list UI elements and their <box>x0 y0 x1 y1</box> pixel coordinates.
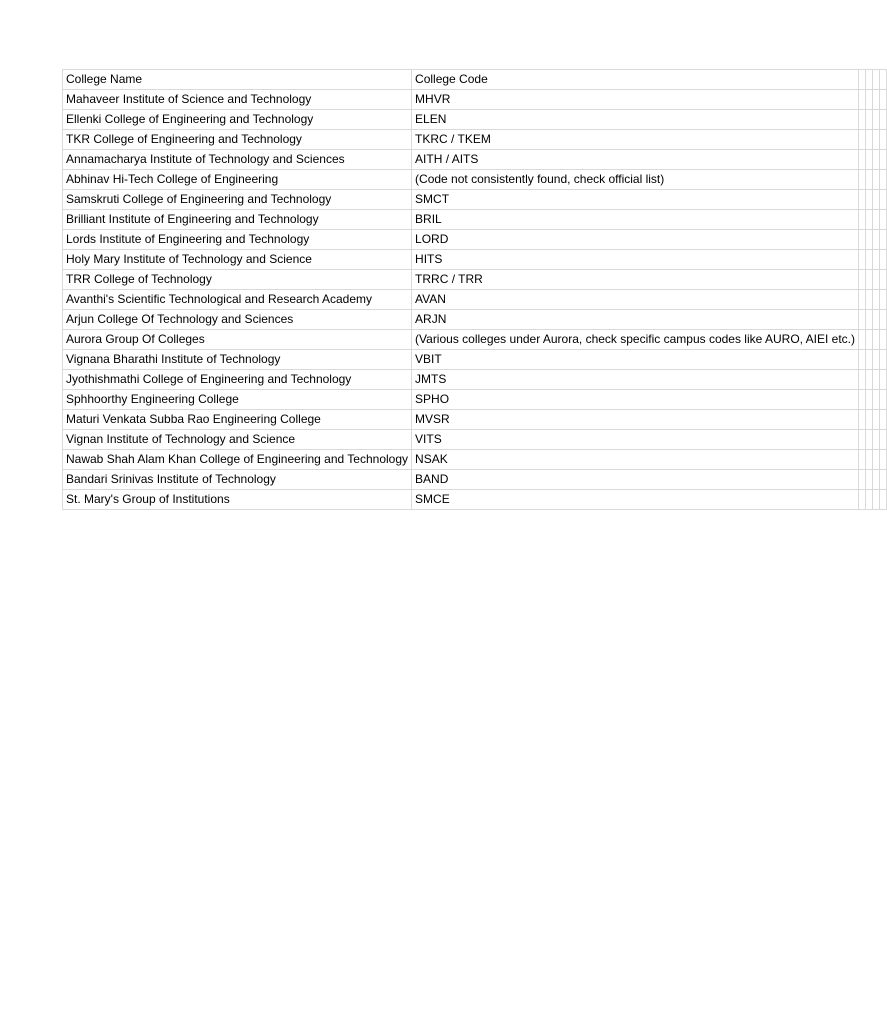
empty-cell[interactable] <box>866 410 873 430</box>
empty-cell[interactable] <box>866 70 873 90</box>
table-row <box>63 210 887 230</box>
college-name-cell[interactable]: Nawab Shah Alam Khan College of Engineering and Technology <box>63 450 412 470</box>
empty-cell[interactable] <box>880 110 887 130</box>
college-code-cell[interactable]: HITS <box>412 250 859 270</box>
college-name-cell[interactable]: TKR College of Engineering and Technology <box>63 130 412 150</box>
empty-cell[interactable] <box>859 450 866 470</box>
empty-cell[interactable] <box>866 190 873 210</box>
college-name-cell[interactable]: Holy Mary Institute of Technology and Science <box>63 250 412 270</box>
empty-cell[interactable] <box>859 170 866 190</box>
empty-cell[interactable] <box>880 350 887 370</box>
empty-cell[interactable] <box>873 70 880 90</box>
header-row <box>63 70 887 90</box>
empty-cell[interactable] <box>873 230 880 250</box>
college-name-cell[interactable]: TRR College of Technology <box>63 270 412 290</box>
spreadsheet-body <box>63 70 887 510</box>
empty-cell[interactable] <box>873 410 880 430</box>
college-code-cell[interactable]: SPHO <box>412 390 859 410</box>
college-name-cell[interactable]: Bandari Srinivas Institute of Technology <box>63 470 412 490</box>
empty-cell[interactable] <box>859 110 866 130</box>
empty-cell[interactable] <box>859 90 866 110</box>
college-name-cell[interactable]: Mahaveer Institute of Science and Technology <box>63 90 412 110</box>
college-code-header-cell[interactable]: College Code <box>412 70 859 90</box>
empty-cell[interactable] <box>859 250 866 270</box>
empty-cell[interactable] <box>880 370 887 390</box>
empty-cell[interactable] <box>880 470 887 490</box>
empty-cell[interactable] <box>859 290 866 310</box>
empty-cell[interactable] <box>880 450 887 470</box>
empty-cell[interactable] <box>880 190 887 210</box>
table-row <box>63 150 887 170</box>
college-code-cell[interactable]: ARJN <box>412 310 859 330</box>
college-name-cell[interactable]: Abhinav Hi-Tech College of Engineering <box>63 170 412 190</box>
empty-cell[interactable] <box>873 490 880 510</box>
empty-cell[interactable] <box>859 330 866 350</box>
table-row <box>63 390 887 410</box>
empty-cell[interactable] <box>866 470 873 490</box>
table-row <box>63 310 887 330</box>
college-code-cell[interactable]: ELEN <box>412 110 859 130</box>
college-code-cell[interactable]: SMCE <box>412 490 859 510</box>
empty-cell[interactable] <box>859 370 866 390</box>
empty-cell[interactable] <box>880 270 887 290</box>
empty-cell[interactable] <box>880 130 887 150</box>
empty-cell[interactable] <box>880 290 887 310</box>
empty-cell[interactable] <box>873 450 880 470</box>
college-code-cell[interactable] <box>412 330 859 350</box>
college-name-cell[interactable]: Ellenki College of Engineering and Technology <box>63 110 412 130</box>
empty-cell[interactable] <box>866 290 873 310</box>
table-row <box>63 410 887 430</box>
table-row <box>63 370 887 390</box>
empty-cell[interactable] <box>880 490 887 510</box>
table-row <box>63 330 887 350</box>
empty-cell[interactable] <box>880 90 887 110</box>
table-row <box>63 270 887 290</box>
empty-cell[interactable] <box>873 290 880 310</box>
table-row <box>63 450 887 470</box>
college-code-cell[interactable]: VITS <box>412 430 859 450</box>
table-row <box>63 110 887 130</box>
empty-cell[interactable] <box>880 330 887 350</box>
college-code-cell[interactable] <box>412 170 859 190</box>
empty-cell[interactable] <box>873 150 880 170</box>
college-name-cell[interactable]: Lords Institute of Engineering and Technology <box>63 230 412 250</box>
empty-cell[interactable] <box>866 330 873 350</box>
empty-cell[interactable] <box>880 170 887 190</box>
empty-cell[interactable] <box>866 230 873 250</box>
spreadsheet-grid <box>62 69 887 510</box>
college-name-cell[interactable]: Brilliant Institute of Engineering and Technology <box>63 210 412 230</box>
college-code-cell[interactable]: VBIT <box>412 350 859 370</box>
college-code-cell[interactable]: TRRC / TRR <box>412 270 859 290</box>
college-code-cell[interactable]: AVAN <box>412 290 859 310</box>
college-name-cell[interactable]: Annamacharya Institute of Technology and Sciences <box>63 150 412 170</box>
empty-cell[interactable] <box>873 210 880 230</box>
empty-cell[interactable] <box>859 70 866 90</box>
college-code-cell[interactable]: TKRC / TKEM <box>412 130 859 150</box>
table-row <box>63 430 887 450</box>
college-name-cell[interactable]: Sphhoorthy Engineering College <box>63 390 412 410</box>
empty-cell[interactable] <box>859 310 866 330</box>
table-row <box>63 350 887 370</box>
empty-cell[interactable] <box>873 390 880 410</box>
empty-cell[interactable] <box>866 210 873 230</box>
empty-cell[interactable] <box>866 90 873 110</box>
empty-cell[interactable] <box>859 410 866 430</box>
college-code-cell[interactable]: SMCT <box>412 190 859 210</box>
empty-cell[interactable] <box>866 250 873 270</box>
table-row <box>63 230 887 250</box>
college-name-header-cell[interactable]: College Name <box>63 70 412 90</box>
empty-cell[interactable] <box>880 410 887 430</box>
college-name-cell[interactable]: Maturi Venkata Subba Rao Engineering College <box>63 410 412 430</box>
empty-cell[interactable] <box>866 150 873 170</box>
empty-cell[interactable] <box>873 90 880 110</box>
empty-cell[interactable] <box>873 190 880 210</box>
empty-cell[interactable] <box>859 470 866 490</box>
empty-cell[interactable] <box>866 370 873 390</box>
empty-cell[interactable] <box>880 390 887 410</box>
college-name-cell[interactable]: Vignana Bharathi Institute of Technology <box>63 350 412 370</box>
table-row <box>63 190 887 210</box>
college-name-cell[interactable]: Jyothishmathi College of Engineering and Technology <box>63 370 412 390</box>
college-code-text: (Code not consistently found, check official list) <box>415 172 665 186</box>
college-name-cell[interactable]: Arjun College Of Technology and Sciences <box>63 310 412 330</box>
empty-cell[interactable] <box>873 110 880 130</box>
empty-cell[interactable] <box>873 430 880 450</box>
empty-cell[interactable] <box>859 190 866 210</box>
table-row <box>63 130 887 150</box>
college-code-cell[interactable]: AITH / AITS <box>412 150 859 170</box>
empty-cell[interactable] <box>866 490 873 510</box>
empty-cell[interactable] <box>873 370 880 390</box>
college-code-cell[interactable]: JMTS <box>412 370 859 390</box>
empty-cell[interactable] <box>873 270 880 290</box>
empty-cell[interactable] <box>859 270 866 290</box>
empty-cell[interactable] <box>859 150 866 170</box>
empty-cell[interactable] <box>866 430 873 450</box>
college-name-cell[interactable]: Aurora Group Of Colleges <box>63 330 412 350</box>
empty-cell[interactable] <box>866 270 873 290</box>
empty-cell[interactable] <box>866 310 873 330</box>
college-code-cell[interactable]: NSAK <box>412 450 859 470</box>
empty-cell[interactable] <box>880 250 887 270</box>
table-row <box>63 290 887 310</box>
empty-cell[interactable] <box>880 210 887 230</box>
empty-cell[interactable] <box>866 450 873 470</box>
empty-cell[interactable] <box>873 130 880 150</box>
empty-cell[interactable] <box>880 150 887 170</box>
table-row <box>63 170 887 190</box>
empty-cell[interactable] <box>873 470 880 490</box>
empty-cell[interactable] <box>873 330 880 350</box>
empty-cell[interactable] <box>859 230 866 250</box>
empty-cell[interactable] <box>859 210 866 230</box>
empty-cell[interactable] <box>880 310 887 330</box>
table-row <box>63 90 887 110</box>
empty-cell[interactable] <box>866 130 873 150</box>
college-name-cell[interactable]: Samskruti College of Engineering and Technology <box>63 190 412 210</box>
empty-cell[interactable] <box>859 430 866 450</box>
college-name-cell[interactable]: St. Mary's Group of Institutions <box>63 490 412 510</box>
empty-cell[interactable] <box>866 390 873 410</box>
empty-cell[interactable] <box>873 170 880 190</box>
table-row <box>63 490 887 510</box>
college-code-cell[interactable]: MHVR <box>412 90 859 110</box>
college-code-cell[interactable]: BRIL <box>412 210 859 230</box>
empty-cell[interactable] <box>880 430 887 450</box>
empty-cell[interactable] <box>880 230 887 250</box>
college-code-cell[interactable]: MVSR <box>412 410 859 430</box>
college-code-text: (Various colleges under Aurora, check specific campus codes like AURO, AIEI etc.) <box>415 332 856 346</box>
empty-cell[interactable] <box>866 170 873 190</box>
empty-cell[interactable] <box>866 110 873 130</box>
empty-cell[interactable] <box>873 310 880 330</box>
college-code-cell[interactable]: LORD <box>412 230 859 250</box>
empty-cell[interactable] <box>859 490 866 510</box>
empty-cell[interactable] <box>873 350 880 370</box>
empty-cell[interactable] <box>859 390 866 410</box>
college-name-cell[interactable]: Avanthi's Scientific Technological and Research Academy <box>63 290 412 310</box>
empty-cell[interactable] <box>880 70 887 90</box>
college-name-cell[interactable]: Vignan Institute of Technology and Science <box>63 430 412 450</box>
table-row <box>63 470 887 490</box>
empty-cell[interactable] <box>859 350 866 370</box>
empty-cell[interactable] <box>859 130 866 150</box>
table-row <box>63 250 887 270</box>
empty-cell[interactable] <box>873 250 880 270</box>
college-code-cell[interactable]: BAND <box>412 470 859 490</box>
empty-cell[interactable] <box>866 350 873 370</box>
